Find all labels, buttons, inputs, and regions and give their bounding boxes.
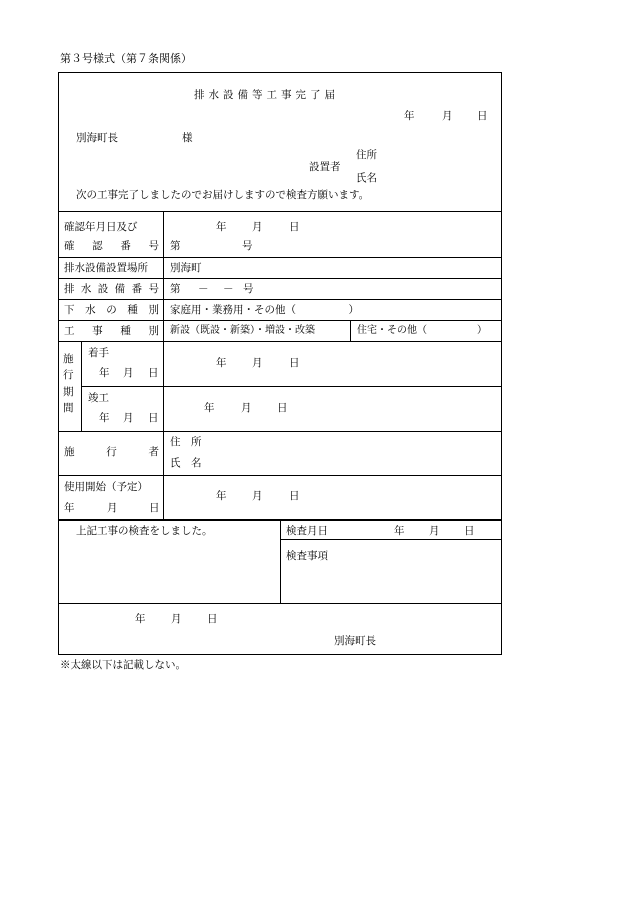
request-statement: 次の工事完了しましたのでお届けしますので検査方願います。 bbox=[76, 189, 370, 201]
confirm-date-day: 日 bbox=[289, 221, 300, 233]
use-start-day: 日 bbox=[149, 502, 160, 514]
work-type-char: 事 bbox=[92, 325, 103, 337]
addressee-honorific: 様 bbox=[182, 132, 193, 144]
address-label: 住所 bbox=[356, 149, 377, 161]
confirm-number-char: 号 bbox=[148, 240, 159, 252]
inspection-items-label: 検査事項 bbox=[286, 550, 328, 562]
work-type-char: 工 bbox=[64, 325, 75, 337]
sewage-type-label bbox=[64, 305, 159, 316]
period-label bbox=[63, 351, 74, 416]
divider-location bbox=[59, 278, 501, 279]
inspection-sign-day: 日 bbox=[207, 613, 218, 625]
facility-number-char: 水 bbox=[80, 283, 92, 295]
sewage-type-char: 種 bbox=[127, 304, 138, 316]
divider-header bbox=[59, 211, 501, 212]
facility-number-char: 備 bbox=[114, 283, 126, 295]
confirm-number-char: 確 bbox=[64, 240, 75, 252]
name-label: 氏名 bbox=[356, 172, 377, 184]
inspection-month: 月 bbox=[429, 525, 440, 537]
end-date-year: 年 bbox=[204, 402, 215, 414]
divider-period bbox=[81, 386, 501, 387]
facility-number-part: 第 bbox=[170, 283, 181, 295]
divider-worktype bbox=[59, 341, 501, 342]
date-month: 月 bbox=[442, 110, 453, 122]
confirm-number-char: 番 bbox=[120, 240, 131, 252]
end-month: 月 bbox=[123, 412, 134, 424]
location-label: 排水設備設置場所 bbox=[64, 262, 148, 274]
sewage-type-value: 家庭用・業務用・その他（ ） bbox=[170, 304, 359, 316]
divider-facility bbox=[59, 299, 501, 300]
end-date-day: 日 bbox=[277, 402, 288, 414]
use-start-date-year: 年 bbox=[216, 490, 227, 502]
contractor-name: 氏 名 bbox=[170, 457, 202, 469]
divider-use-start bbox=[59, 475, 501, 476]
work-type-value-2: 住宅・その他（ ） bbox=[357, 325, 487, 336]
facility-number-char: 設 bbox=[97, 283, 109, 295]
inspection-mayor: 別海町長 bbox=[334, 635, 376, 647]
start-year: 年 bbox=[99, 367, 110, 379]
facility-number-part: － bbox=[223, 283, 234, 295]
facility-number-part: 号 bbox=[243, 283, 254, 295]
start-date-day: 日 bbox=[289, 357, 300, 369]
work-type-char: 別 bbox=[148, 325, 159, 337]
divider-inspection-bottom bbox=[59, 603, 501, 604]
sewage-type-char: 下 bbox=[64, 304, 75, 316]
confirm-number-suffix: 号 bbox=[242, 240, 253, 252]
divider-contractor bbox=[59, 431, 501, 432]
confirm-number-char: 認 bbox=[92, 240, 103, 252]
date-day: 日 bbox=[477, 110, 488, 122]
start-month: 月 bbox=[123, 367, 134, 379]
start-label: 着手 bbox=[88, 347, 109, 359]
date-year: 年 bbox=[404, 110, 415, 122]
inspection-date-label: 検査月日 bbox=[286, 525, 328, 537]
completion-notice-form bbox=[58, 72, 502, 655]
facility-number-part: － bbox=[198, 283, 209, 295]
use-start-month: 月 bbox=[107, 502, 118, 514]
divider-inspection-date bbox=[280, 539, 501, 540]
work-type-char: 種 bbox=[120, 325, 131, 337]
divider-worktype-split bbox=[350, 320, 351, 341]
divider-inspection-split bbox=[280, 519, 281, 603]
use-start-year: 年 bbox=[64, 502, 75, 514]
facility-number-char: 番 bbox=[131, 283, 143, 295]
divider-period-column bbox=[81, 341, 82, 431]
end-day: 日 bbox=[148, 412, 159, 424]
inspection-sign-year: 年 bbox=[135, 613, 146, 625]
use-start-date-month: 月 bbox=[252, 490, 263, 502]
contractor-char: 施 bbox=[64, 446, 75, 458]
location-value: 別海町 bbox=[170, 262, 202, 274]
confirm-date-month: 月 bbox=[252, 221, 263, 233]
work-type-value: 新設（既設・新築）・増設・改築 bbox=[170, 325, 315, 336]
period-char: 行 bbox=[63, 369, 74, 382]
inspection-year: 年 bbox=[394, 525, 405, 537]
use-start-date-day: 日 bbox=[289, 490, 300, 502]
addressee-name: 別海町長 bbox=[76, 132, 118, 144]
use-start-label: 使用開始（予定） bbox=[64, 481, 148, 493]
contractor-label bbox=[64, 447, 159, 458]
contractor-address: 住 所 bbox=[170, 436, 202, 448]
inspection-sign-month: 月 bbox=[171, 613, 182, 625]
confirm-number-label bbox=[64, 241, 159, 252]
confirm-date-label: 確認年月日及び bbox=[64, 221, 138, 233]
applicant-label: 設置者 bbox=[309, 161, 341, 173]
facility-number-char: 号 bbox=[148, 283, 159, 295]
divider-confirm bbox=[59, 257, 501, 258]
confirm-date-year: 年 bbox=[216, 221, 227, 233]
end-date-month: 月 bbox=[241, 402, 252, 414]
footnote: ※太線以下は記載しない。 bbox=[60, 659, 186, 671]
start-date-month: 月 bbox=[252, 357, 263, 369]
contractor-char: 行 bbox=[106, 446, 117, 458]
sewage-type-char: の bbox=[106, 304, 117, 316]
work-type-label bbox=[64, 326, 159, 337]
end-label: 竣工 bbox=[88, 392, 109, 404]
start-day: 日 bbox=[148, 367, 159, 379]
contractor-char: 者 bbox=[148, 446, 159, 458]
inspection-day: 日 bbox=[464, 525, 475, 537]
sewage-type-char: 別 bbox=[148, 304, 159, 316]
form-title: 排水設備等工事完了届 bbox=[194, 89, 339, 101]
divider-label-column bbox=[163, 211, 164, 519]
form-number: 第３号様式（第７条関係） bbox=[60, 52, 192, 65]
end-year: 年 bbox=[99, 412, 110, 424]
facility-number-char: 排 bbox=[64, 283, 75, 295]
confirm-number-prefix: 第 bbox=[170, 240, 181, 252]
period-char: 間 bbox=[63, 401, 74, 414]
sewage-type-char: 水 bbox=[85, 304, 96, 316]
period-char: 施 bbox=[63, 353, 74, 365]
period-char: 期 bbox=[63, 385, 74, 398]
inspection-statement: 上記工事の検査をしました。 bbox=[76, 525, 213, 537]
facility-number-label bbox=[64, 284, 159, 295]
divider-sewage bbox=[59, 320, 501, 321]
start-date-year: 年 bbox=[216, 357, 227, 369]
